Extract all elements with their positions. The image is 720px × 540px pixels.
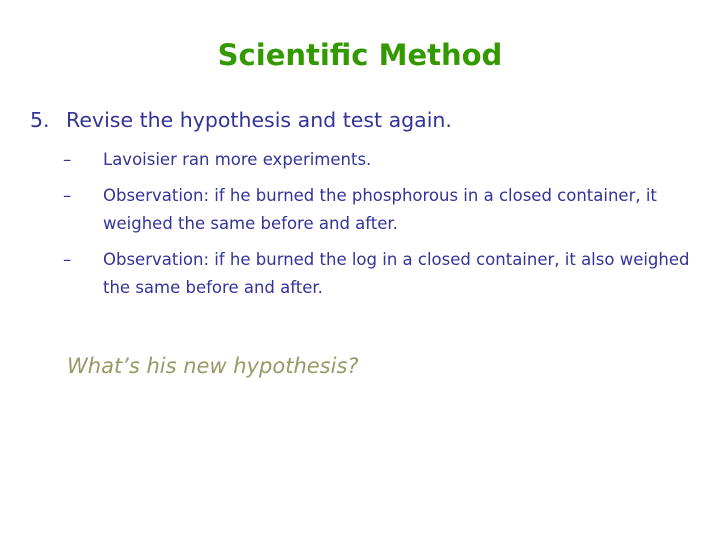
list-item-text: Revise the hypothesis and test again. xyxy=(66,108,452,132)
question-text: What’s his new hypothesis? xyxy=(67,354,359,378)
sub-item-text: Observation: if he burned the log in a closed container, it also weighed the same before and after. xyxy=(103,250,690,297)
sub-list-item xyxy=(63,246,703,302)
slide-title: Scientific Method xyxy=(217,38,503,72)
sub-item-text: Observation: if he burned the phosphorous in a closed container, it weighed the same before and after. xyxy=(103,186,657,233)
dash-bullet: – xyxy=(63,186,72,205)
sub-list-item xyxy=(63,182,703,238)
sub-item-text: Lavoisier ran more experiments. xyxy=(103,150,372,169)
dash-bullet: – xyxy=(63,250,72,269)
sub-list xyxy=(63,146,703,310)
dash-bullet: – xyxy=(63,150,72,169)
list-number: 5. xyxy=(30,108,50,132)
main-list-item xyxy=(30,108,452,132)
sub-list-item xyxy=(63,146,703,174)
